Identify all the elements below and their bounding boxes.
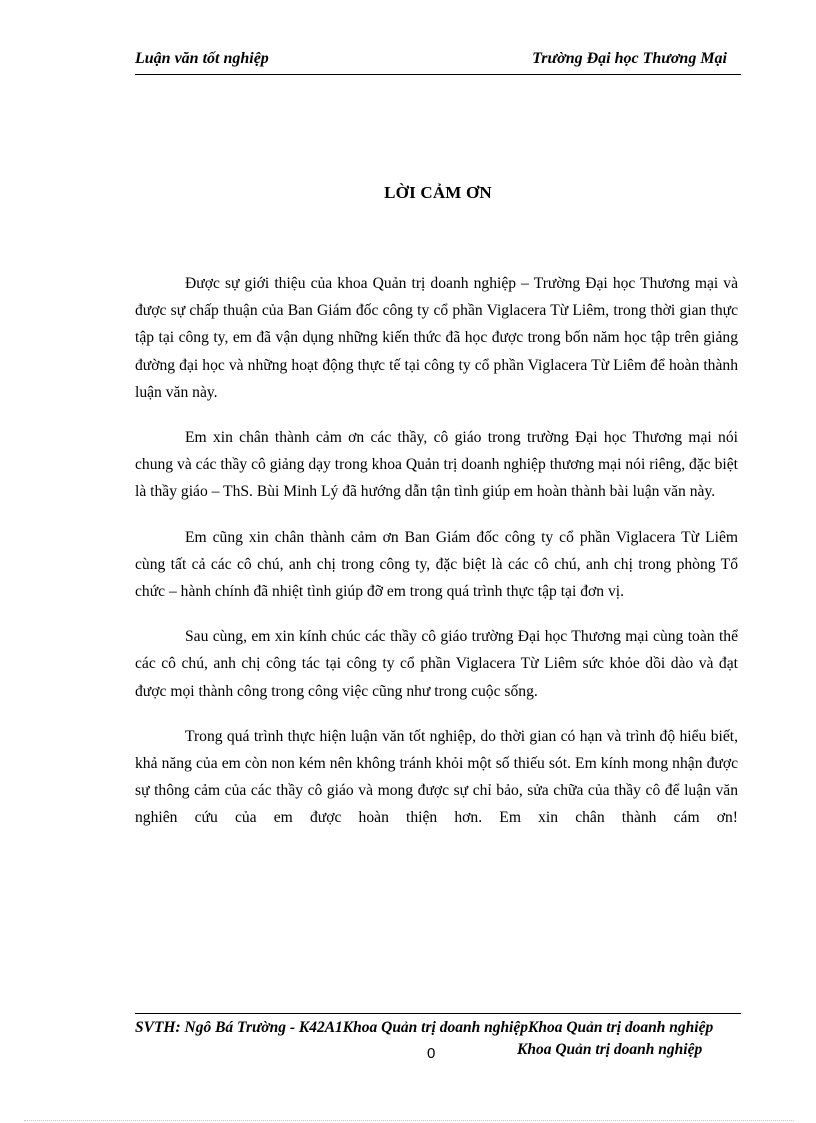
paragraph-introduction: Được sự giới thiệu của khoa Quản trị doanh nghiệp – Trường Đại học Thương mại và được sự chấp thuận của Ban Giám đốc công ty cổ phần Viglacera Từ Liêm, trong thời gian thực tập tại công ty, em đã vận dụng những kiến thức đã học được trong bốn năm học tập trên giảng đường đại học và những hoạt động thực tế tại công ty cổ phần Viglacera Từ Liêm để hoàn thành luận văn này. — [135, 275, 738, 401]
header-university-name: Trường Đại học Thương Mại — [532, 50, 727, 67]
footer-student-info: SVTH: Ngô Bá Trường - K42A1Khoa Quản trị doanh nghiệpKhoa Quản trị doanh nghiệp — [135, 1019, 714, 1036]
acknowledgement-body — [135, 270, 738, 850]
paragraph-thanks-teachers: Em xin chân thành cảm ơn các thầy, cô giáo trong trường Đại học Thương mại nói chung và các thầy cô giảng dạy trong khoa Quản trị doanh nghiệp thương mại nói riêng, đặc biệt là thầy giáo – ThS. Bùi Minh Lý đã hướng dẫn tận tình giúp em hoàn thành bài luận văn này. — [135, 429, 738, 501]
footer-divider — [135, 1013, 741, 1014]
page-footer — [135, 1017, 741, 1058]
page-title: LỜI CẢM ƠN — [384, 183, 492, 202]
paragraph-thanks-company: Em cũng xin chân thành cảm ơn Ban Giám đốc công ty cổ phần Viglacera Từ Liêm cùng tất cả các cô chú, anh chị trong công ty, đặc biệt là các cô chú, anh chị trong phòng Tổ chức – hành chính đã nhiệt tình giúp đỡ em trong quá trình thực tập tại đơn vị. — [135, 528, 738, 601]
page-edge-divider — [24, 1120, 794, 1121]
footer-department: Khoa Quản trị doanh nghiệp — [517, 1041, 703, 1058]
header-thesis-label: Luận văn tốt nghiệp — [135, 50, 269, 67]
paragraph-closing: Trong quá trình thực hiện luận văn tốt nghiệp, do thời gian có hạn và trình độ hiểu biết, khả năng của em còn non kém nên không tránh khỏi một số thiếu sót. Em kính mong nhận được sự thông cảm của các thầy cô giáo và mong được sự chỉ bảo, sửa chữa của thầy cô để luận văn nghiên cứu của em được hoàn thiện hơn. Em xin chân thành cám ơn! — [135, 727, 738, 827]
page-number: 0 — [427, 1045, 436, 1062]
page-header — [135, 48, 741, 75]
paragraph-wishes: Sau cùng, em xin kính chúc các thầy cô giáo trường Đại học Thương mại cùng toàn thể các cô chú, anh chị công tác tại công ty cổ phần Viglacera Từ Liêm sức khỏe dồi dào và đạt được mọi thành công trong công việc cũng như trong cuộc sống. — [135, 628, 738, 700]
